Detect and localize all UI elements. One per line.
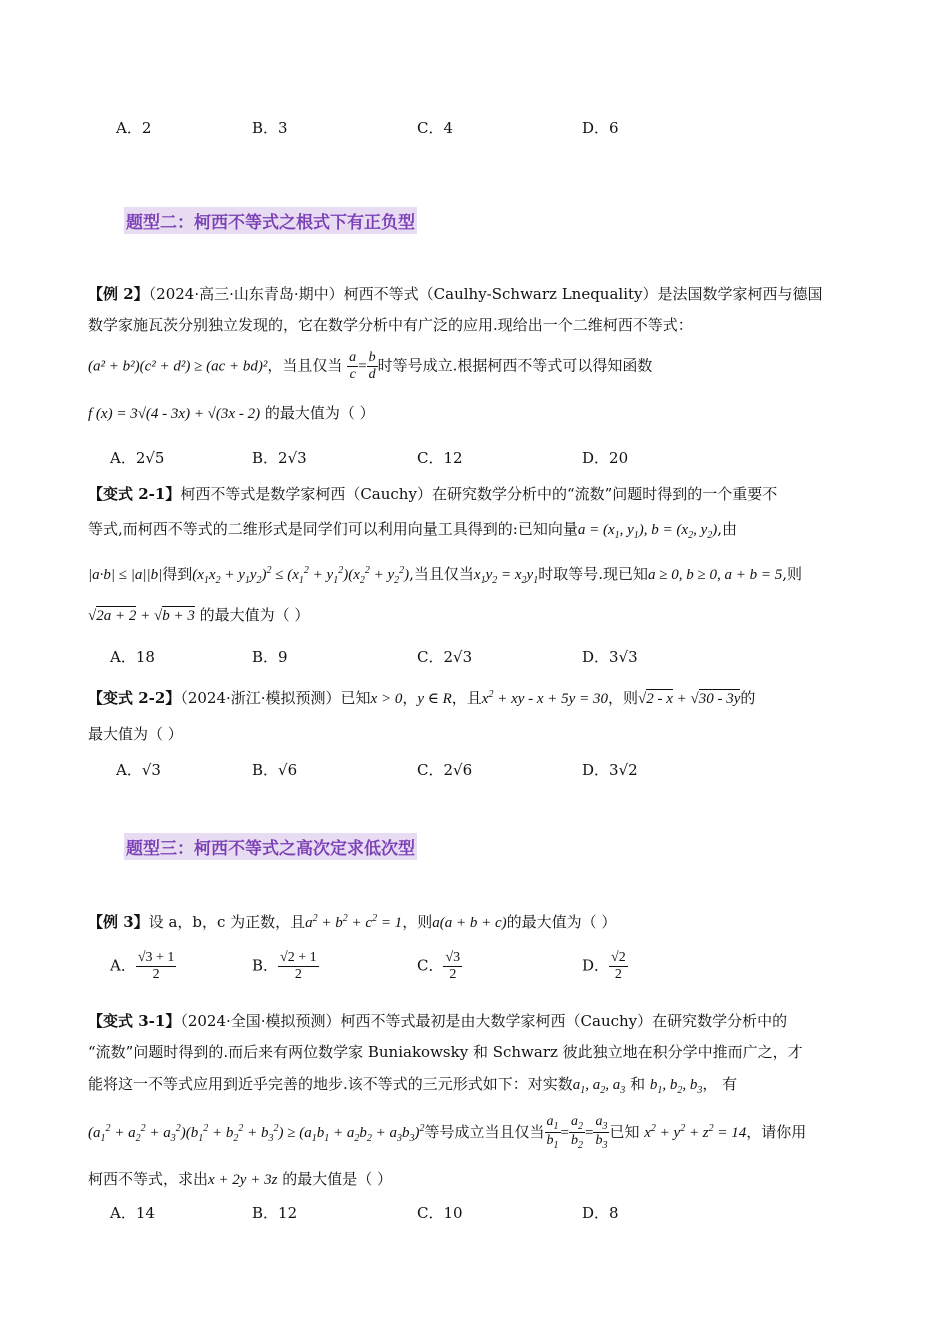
ex2-label: 【例 2】 <box>88 285 149 303</box>
section-title-type3: 题型三：柯西不等式之高次定求低次型 <box>124 833 417 860</box>
var31-text5a: 柯西不等式，求出 <box>88 1170 209 1188</box>
var21-2d-cauchy: $(x_1x_2 + y_1y_2)^2 \le (x_1^2 + y_1^2)(x_2^2 + y_2^2)$ <box>192 565 410 586</box>
var31-text3a: 能将这一不等式应用到近乎完善的地步.该不等式的三元形式如下：对实数 <box>88 1075 573 1093</box>
ex2-option-b[interactable]: B．2√3 <box>252 449 307 467</box>
var31-line4: $(a_1^2 + a_2^2 + a_3^2)(b_1^2 + b_2^2 + b_3^2) \ge (a_1b_1 + a_2b_2 + a_3b_3)^2$等号成立当且仅当 $\frac{a_1}{b_1}$ = $\frac{a_2}{b_2}$ = $\frac{a_3}{b_3}$ 已知 $x^2 + y^2 + z^2 = 14$，请你用 <box>88 1114 807 1152</box>
var21-line3 <box>88 563 802 586</box>
ex3-option-d-frac: $\frac{√2}{2}$ <box>611 950 626 983</box>
prev-option-b[interactable]: B．3 <box>252 119 288 137</box>
var21-text1: 柯西不等式是数学家柯西（Cauchy）在研究数学分析中的“流数”问题时得到的一个重要不 <box>180 485 778 503</box>
var21-option-d[interactable]: D．3√3 <box>582 648 638 666</box>
var31-line5 <box>88 1168 392 1189</box>
var31-option-d[interactable]: D．8 <box>582 1204 619 1222</box>
var31-option-c[interactable]: C．10 <box>417 1204 463 1222</box>
ex3-text1b: ，则 <box>402 913 433 931</box>
var22-option-d[interactable]: D．3√2 <box>582 761 638 779</box>
var21-line1 <box>88 483 777 504</box>
var22-y-real: y ∈ R <box>417 691 452 707</box>
var21-line2 <box>88 518 737 541</box>
var21-text3a: 得到 <box>162 565 193 583</box>
var22-text1c: ，且 <box>451 689 482 707</box>
var31-text5b: 的最大值是（ ） <box>282 1170 392 1188</box>
var31-constraint: $x^2 + y^2 + z^2 = 14$ <box>644 1122 747 1141</box>
ex3-option-a[interactable] <box>110 950 176 983</box>
var31-frac-3: $\frac{a_3}{b_3}$ <box>595 1114 608 1152</box>
var21-line4 <box>88 604 309 625</box>
var21-equality-cond: $x_1y_2 = x_2y_1$ <box>473 567 539 586</box>
var31-option-a[interactable]: A．14 <box>110 1204 155 1222</box>
ex3-option-b-frac: $\frac{√2 + 1}{2}$ <box>280 950 317 983</box>
var22-option-b[interactable]: B．√6 <box>252 761 298 779</box>
var31-frac-1: $\frac{a_1}{b_1}$ <box>546 1114 559 1152</box>
ex3-option-d-prefix: D． <box>582 956 610 975</box>
ex2-cauchy-formula: (a² + b²)(c² + d²) ≥ (ac + bd)² <box>88 358 268 375</box>
var21-text3c: 时取等号.现已知 <box>538 565 648 583</box>
var21-text3d: ,则 <box>782 565 802 583</box>
var22-text1b: ， <box>402 689 418 707</box>
ex3-line1 <box>88 911 616 932</box>
var22-label: 【变式 2-2】 <box>88 689 181 707</box>
var22-text1a: （2024·浙江·模拟预测）已知 <box>180 689 371 707</box>
var31-3d-cauchy: $(a_1^2 + a_2^2 + a_3^2)(b_1^2 + b_2^2 + b_3^2) \ge (a_1b_1 + a_2b_2 + a_3b_3)^2$ <box>88 1122 425 1144</box>
prev-option-c[interactable]: C．4 <box>417 119 454 137</box>
ex3-option-a-prefix: A． <box>110 956 136 975</box>
var22-line1 <box>88 687 755 708</box>
ex3-option-d[interactable] <box>582 950 628 983</box>
ex2-text3a: ，当且仅当 <box>267 356 343 375</box>
ex2-line4 <box>88 402 375 423</box>
ex3-constraint: $a^2 + b^2 + c^2 = 1$ <box>305 913 403 931</box>
ex2-frac-a-c: $\frac{a}{c}$ <box>349 350 357 383</box>
var21-text2a: 等式,而柯西不等式的二维形式是同学们可以利用向量工具得到的:已知向量 <box>88 520 578 538</box>
ex2-text4: 的最大值为（ ） <box>264 404 375 422</box>
var31-text3c: ， 有 <box>702 1075 738 1093</box>
ex3-text1a: 设 a，b，c 为正数，且 <box>148 913 306 931</box>
ex2-line3: (a² + b²)(c² + d²) ≥ (ac + bd)²，当且仅当 $\frac{a}{c}$ = $\frac{b}{d}$ 时等号成立.根据柯西不等式可以得知函数 <box>88 350 653 383</box>
var22-option-a[interactable]: A．√3 <box>116 761 161 779</box>
var21-text2b: ,由 <box>717 520 738 538</box>
var21-option-a[interactable]: A．18 <box>110 648 155 666</box>
var31-expression: x + 2y + 3z <box>208 1172 278 1188</box>
var22-text1e: 的 <box>740 689 756 707</box>
section-title-type2: 题型二：柯西不等式之根式下有正负型 <box>124 207 417 234</box>
var22-option-c[interactable]: C．2√6 <box>417 761 473 779</box>
ex2-line2: 数学家施瓦茨分别独立发现的，它在数学分析中有广泛的应用.现给出一个二维柯西不等式： <box>88 316 693 334</box>
var31-option-b[interactable]: B．12 <box>252 1204 298 1222</box>
var31-text4a: 等号成立当且仅当 <box>424 1122 545 1141</box>
var21-vectors: $a = (x_1$, $y_1$), $b = (x_2$, $y_2$) <box>577 522 718 541</box>
ex3-option-b[interactable] <box>252 950 319 983</box>
var21-label: 【变式 2-1】 <box>88 485 181 503</box>
var31-label: 【变式 3-1】 <box>88 1012 181 1030</box>
var21-option-b[interactable]: B．9 <box>252 648 288 666</box>
ex3-option-c[interactable] <box>417 950 462 983</box>
var31-frac-2: $\frac{a_2}{b_2}$ <box>570 1114 583 1152</box>
var21-text4: 的最大值为（ ） <box>199 606 310 624</box>
ex3-expression: a(a + b + c) <box>432 915 507 931</box>
ex3-option-c-prefix: C． <box>417 956 444 975</box>
ex3-text1c: 的最大值为（ ） <box>506 913 617 931</box>
ex2-text3b: 时等号成立.根据柯西不等式可以得知函数 <box>377 356 653 375</box>
var21-text3b: ,当且仅当 <box>409 565 474 583</box>
var31-line2: “流数”问题时得到的.而后来有两位数学家 Buniakowsky 和 Schwarz 彼此独立地在积分学中推而广之，才 <box>88 1043 803 1061</box>
var31-text4b: 已知 <box>609 1122 640 1141</box>
ex2-line1 <box>88 283 823 304</box>
ex3-label: 【例 3】 <box>88 913 149 931</box>
ex2-option-a[interactable]: A．2√5 <box>110 449 165 467</box>
var22-x-positive: x > 0 <box>370 691 403 707</box>
ex2-function-formula: f (x) = 3√(4 - 3x) + √(3x - 2) <box>88 406 261 422</box>
ex3-option-a-frac: $\frac{√3 + 1}{2}$ <box>137 950 175 983</box>
var22-line2: 最大值为（ ） <box>88 725 183 743</box>
var31-text3b: 和 <box>630 1075 646 1093</box>
var31-b-list: $b_1$, $b_2$, $b_3$ <box>649 1077 703 1096</box>
ex2-option-c[interactable]: C．12 <box>417 449 463 467</box>
var31-line1 <box>88 1010 787 1031</box>
var31-a-list: $a_1$, $a_2$, $a_3$ <box>572 1077 626 1096</box>
prev-option-a[interactable]: A．2 <box>116 119 152 137</box>
var31-text1: （2024·全国·模拟预测）柯西不等式最初是由大数学家柯西（Cauchy）在研究数学分析中的 <box>180 1012 788 1030</box>
var31-text4c: ，请你用 <box>746 1122 807 1141</box>
ex3-option-c-frac: $\frac{√3}{2}$ <box>445 950 461 983</box>
var21-expression: √2a + 2 + √b + 3 <box>88 608 195 624</box>
prev-option-d[interactable]: D．6 <box>582 119 619 137</box>
var22-text1d: ，则 <box>607 689 638 707</box>
ex2-frac-b-d: $\frac{b}{d}$ <box>368 350 376 383</box>
var21-abs-ineq: |a·b| ≤ |a||b| <box>88 567 163 583</box>
ex2-option-d[interactable]: D．20 <box>582 449 629 467</box>
var22-expression: √2 - x + √30 - 3y <box>637 691 741 707</box>
var31-line3 <box>88 1073 737 1096</box>
var21-option-c[interactable]: C．2√3 <box>417 648 473 666</box>
ex2-text1: （2024·高三·山东青岛·期中）柯西不等式（Caulhy-Schwarz Lnequality）是法国数学家柯西与德国 <box>148 285 823 303</box>
var21-given: a ≥ 0, b ≥ 0, a + b = 5 <box>648 567 783 583</box>
ex3-option-b-prefix: B． <box>252 956 279 975</box>
var22-equation: $x^2$ + xy - x + 5y = 30 <box>481 689 608 707</box>
